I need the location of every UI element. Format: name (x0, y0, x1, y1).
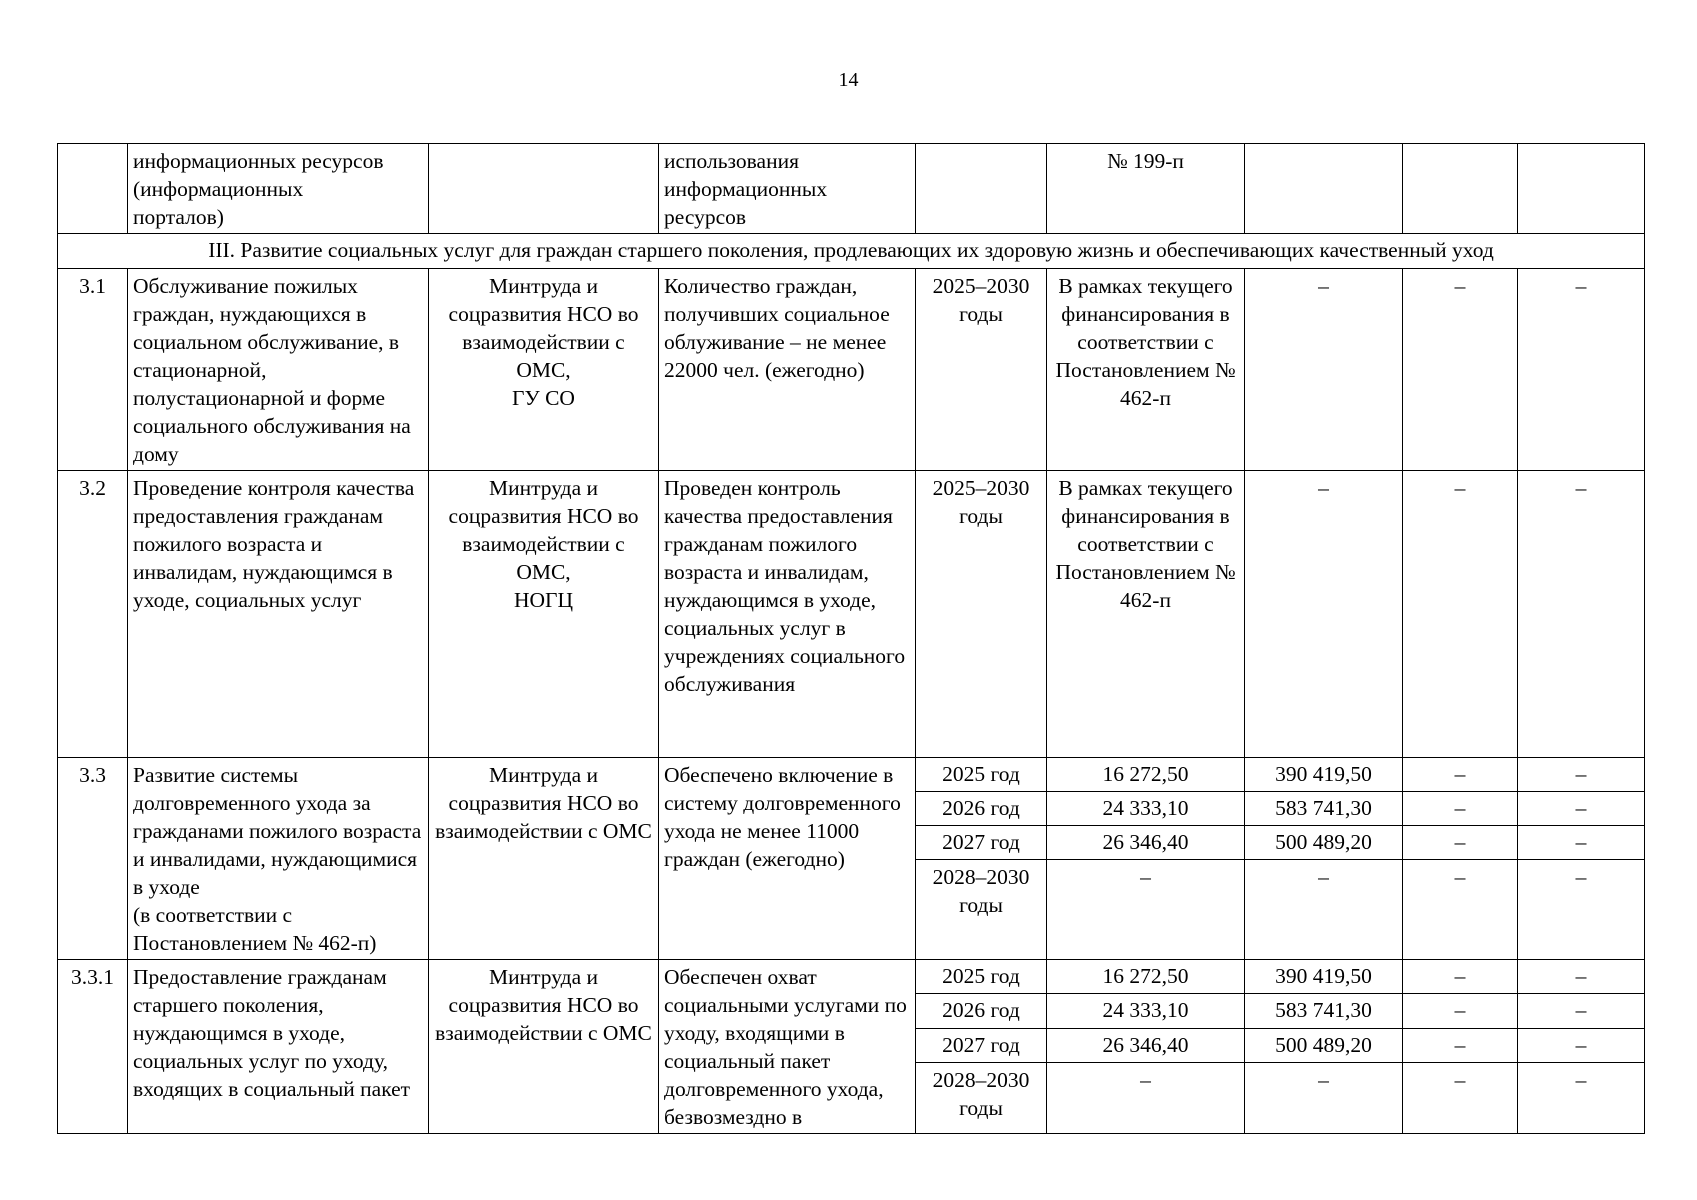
measures-table (57, 143, 1645, 1134)
year-col8: – (1403, 960, 1518, 994)
year-col9: – (1518, 860, 1645, 960)
year-col8: – (1403, 994, 1518, 1028)
row-financing: В рамках текущего финансирования в соответствии с Постановлением № 462-п (1047, 269, 1245, 471)
row-executor: Минтруда и соцразвития НСО во взаимодействии с ОМС, ГУ СО (429, 269, 659, 471)
carry-financing: № 199-п (1047, 144, 1245, 234)
row-num: 3.2 (58, 471, 128, 758)
carry-col7 (1245, 144, 1403, 234)
row-col9: – (1518, 471, 1645, 758)
year-financing: 26 346,40 (1047, 1028, 1245, 1062)
table-row (58, 269, 1645, 471)
year-col9: – (1518, 960, 1645, 994)
year-col7: – (1245, 1063, 1403, 1134)
row-name: Обслуживание пожилых граждан, нуждающихся в социальном обслуживание, в стационарной, полустационарной и форме социального обслуживания на дому (128, 269, 429, 471)
year-col8: – (1403, 1063, 1518, 1134)
year-financing: 24 333,10 (1047, 994, 1245, 1028)
row-num: 3.1 (58, 269, 128, 471)
year-col7: 390 419,50 (1245, 758, 1403, 792)
year-period: 2025 год (916, 960, 1047, 994)
year-col8: – (1403, 860, 1518, 960)
row-result: Обеспечено включение в систему долговременного ухода не менее 11000 граждан (ежегодно) (659, 758, 916, 960)
carry-period (916, 144, 1047, 234)
year-col9: – (1518, 1063, 1645, 1134)
year-col9: – (1518, 758, 1645, 792)
year-period: 2026 год (916, 792, 1047, 826)
year-period: 2027 год (916, 1028, 1047, 1062)
year-financing: – (1047, 1063, 1245, 1134)
year-col8: – (1403, 792, 1518, 826)
year-period: 2027 год (916, 826, 1047, 860)
row-executor: Минтруда и соцразвития НСО во взаимодействии с ОМС (429, 960, 659, 1134)
year-col7: 390 419,50 (1245, 960, 1403, 994)
row-result: Обеспечен охват социальными услугами по уходу, входящими в социальный пакет долговременного ухода, безвозмездно в (659, 960, 916, 1134)
row-col9: – (1518, 269, 1645, 471)
year-col9: – (1518, 994, 1645, 1028)
carry-executor (429, 144, 659, 234)
year-period: 2028–2030 годы (916, 1063, 1047, 1134)
year-financing: 24 333,10 (1047, 792, 1245, 826)
year-col9: – (1518, 1028, 1645, 1062)
table-row (58, 471, 1645, 758)
row-result: Количество граждан, получивших социальное облуживание – не менее 22000 чел. (ежегодно) (659, 269, 916, 471)
row-num: 3.3.1 (58, 960, 128, 1134)
row-result: Проведен контроль качества предоставления гражданам пожилого возраста и инвалидам, нуждающимся в уходе, социальных услуг в учреждениях социального обслуживания (659, 471, 916, 758)
year-financing: – (1047, 860, 1245, 960)
row-col7: – (1245, 471, 1403, 758)
year-col9: – (1518, 792, 1645, 826)
row-executor: Минтруда и соцразвития НСО во взаимодействии с ОМС (429, 758, 659, 960)
year-col8: – (1403, 758, 1518, 792)
year-period: 2025 год (916, 758, 1047, 792)
year-col7: 500 489,20 (1245, 1028, 1403, 1062)
year-period: 2028–2030 годы (916, 860, 1047, 960)
row-period: 2025–2030 годы (916, 269, 1047, 471)
year-col7: 583 741,30 (1245, 994, 1403, 1028)
section-title: III. Развитие социальных услуг для граждан старшего поколения, продлевающих их здоровую жизнь и обеспечивающих качественный уход (58, 234, 1645, 269)
year-col8: – (1403, 1028, 1518, 1062)
carry-name: информационных ресурсов (информационных порталов) (128, 144, 429, 234)
year-col7: 583 741,30 (1245, 792, 1403, 826)
year-col9: – (1518, 826, 1645, 860)
carry-col9 (1518, 144, 1645, 234)
row-executor: Минтруда и соцразвития НСО во взаимодействии с ОМС, НОГЦ (429, 471, 659, 758)
year-col7: 500 489,20 (1245, 826, 1403, 860)
year-financing: 16 272,50 (1047, 758, 1245, 792)
year-financing: 26 346,40 (1047, 826, 1245, 860)
page-number: 14 (838, 69, 859, 91)
row-col8: – (1403, 269, 1518, 471)
row-col7: – (1245, 269, 1403, 471)
table-row (58, 758, 1645, 792)
row-name: Проведение контроля качества предоставления гражданам пожилого возраста и инвалидам, нуждающимся в уходе, социальных услуг (128, 471, 429, 758)
section-row (58, 234, 1645, 269)
carry-result: использования информационных ресурсов (659, 144, 916, 234)
row-col8: – (1403, 471, 1518, 758)
table-row (58, 960, 1645, 994)
year-financing: 16 272,50 (1047, 960, 1245, 994)
year-period: 2026 год (916, 994, 1047, 1028)
row-financing: В рамках текущего финансирования в соответствии с Постановлением № 462-п (1047, 471, 1245, 758)
row-name: Предоставление гражданам старшего поколения, нуждающимся в уходе, социальных услуг по уходу, входящих в социальный пакет (128, 960, 429, 1134)
carry-num (58, 144, 128, 234)
year-col7: – (1245, 860, 1403, 960)
row-num: 3.3 (58, 758, 128, 960)
row-period: 2025–2030 годы (916, 471, 1047, 758)
year-col8: – (1403, 826, 1518, 860)
carry-row (58, 144, 1645, 234)
row-name: Развитие системы долговременного ухода за гражданами пожилого возраста и инвалидами, нуждающимися в уходе (в соответствии с Постановлением № 462-п) (128, 758, 429, 960)
carry-col8 (1403, 144, 1518, 234)
